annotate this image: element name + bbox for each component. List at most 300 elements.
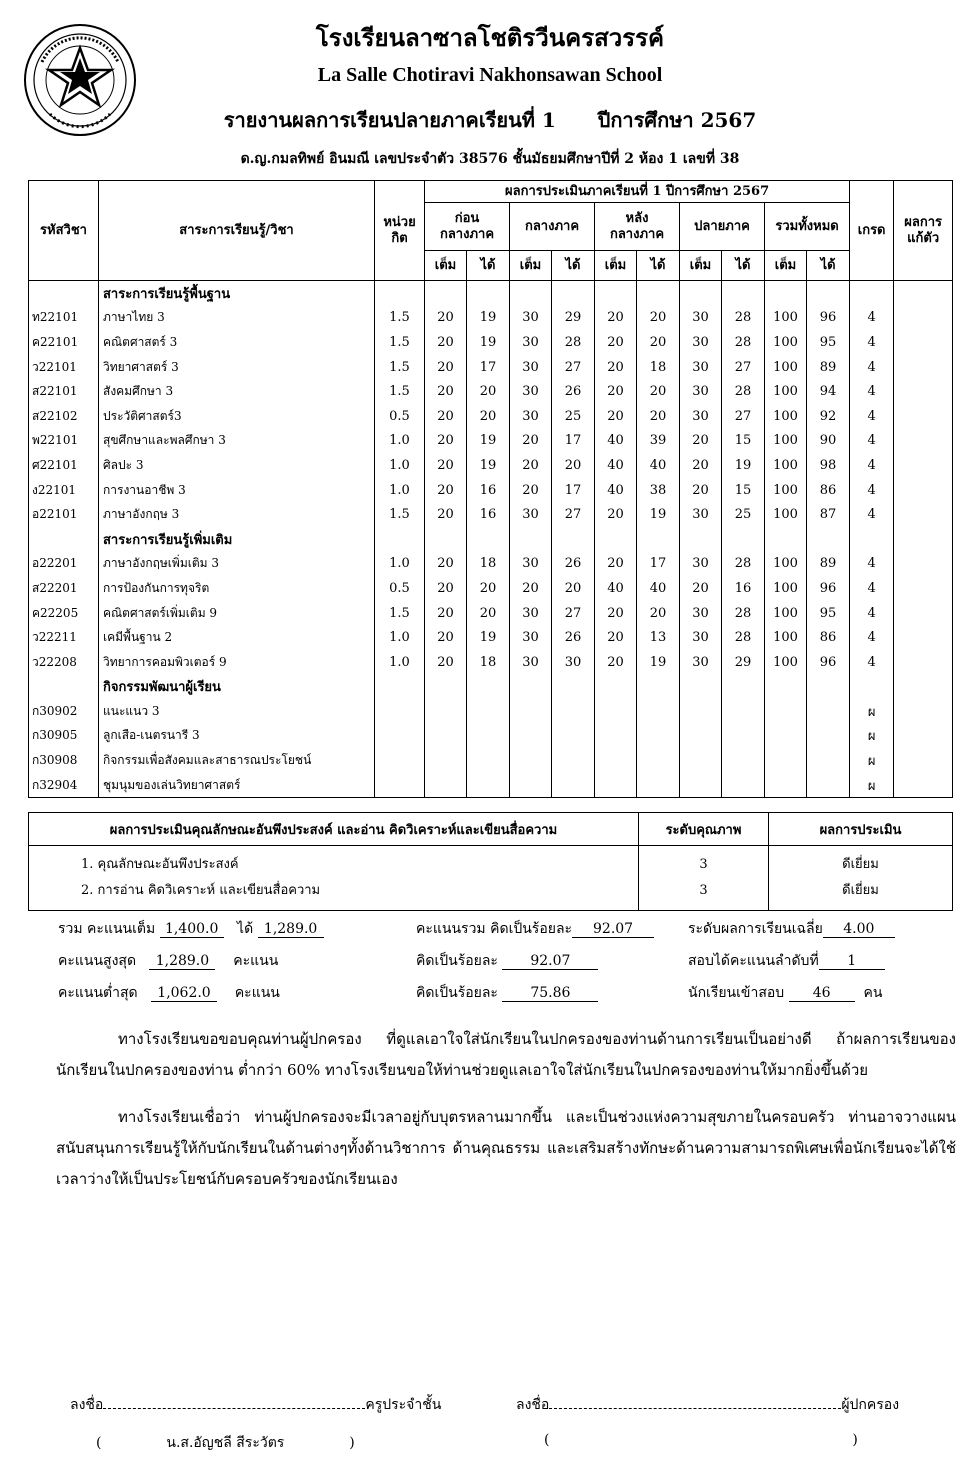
summary-total-got: 1,289.0	[258, 921, 324, 938]
total-got-cell: 92	[807, 404, 850, 429]
after-mid-full-cell	[595, 748, 637, 773]
total-got-cell: 87	[807, 502, 850, 527]
total-full-cell: 100	[765, 306, 807, 331]
after-mid-got-cell	[637, 724, 680, 749]
before-mid-full-cell: 20	[425, 552, 467, 577]
before-mid-full-cell: 20	[425, 502, 467, 527]
remedial-cell	[894, 330, 953, 355]
after-mid-got-cell	[637, 699, 680, 724]
total-got-cell	[807, 699, 850, 724]
summary-min-label: คะแนนต่ำสุด	[58, 985, 138, 1001]
mid-got-cell	[552, 748, 595, 773]
before-mid-got-cell: 19	[467, 306, 510, 331]
subject-name: วิทยาศาสตร์ 3	[99, 355, 375, 380]
table-row	[29, 576, 953, 601]
header-full: เต็ม	[765, 251, 807, 281]
section-title: สาระการเรียนรู้เพิ่มเติม	[99, 527, 375, 552]
remedial-cell	[894, 773, 953, 798]
empty-cell	[595, 281, 637, 306]
header-grade: เกรด	[850, 181, 894, 281]
before-mid-got-cell	[467, 724, 510, 749]
mid-full-cell: 30	[510, 404, 552, 429]
total-got-cell	[807, 724, 850, 749]
before-mid-full-cell: 20	[425, 478, 467, 503]
remedial-cell	[894, 306, 953, 331]
remedial-cell	[894, 478, 953, 503]
before-mid-full-cell: 20	[425, 404, 467, 429]
final-full-cell: 30	[680, 404, 722, 429]
header-total: รวมทั้งหมด	[765, 203, 850, 251]
quality-result-1: ดีเยี่ยม	[842, 857, 879, 872]
total-full-cell: 100	[765, 576, 807, 601]
grade-cell: 4	[850, 601, 894, 626]
summary-max-label: คะแนนสูงสุด	[58, 953, 137, 969]
final-full-cell	[680, 724, 722, 749]
mid-got-cell: 20	[552, 453, 595, 478]
header-full: เต็ม	[680, 251, 722, 281]
empty-cell	[894, 675, 953, 700]
remedial-cell	[894, 601, 953, 626]
remedial-cell	[894, 552, 953, 577]
summary-rank	[688, 950, 885, 972]
subject-name: ชุมนุมของเล่นวิทยาศาสตร์	[99, 773, 375, 798]
subject-code: ง22101	[29, 478, 99, 503]
subject-code: ก30902	[29, 699, 99, 724]
empty-cell	[375, 527, 425, 552]
before-mid-got-cell	[467, 699, 510, 724]
summary-pct-label: คิดเป็นร้อยละ	[416, 985, 498, 1001]
grade-cell: 4	[850, 379, 894, 404]
after-mid-full-cell: 20	[595, 379, 637, 404]
header-full: เต็ม	[510, 251, 552, 281]
report-title	[0, 104, 980, 136]
table-row	[29, 478, 953, 503]
mid-got-cell: 25	[552, 404, 595, 429]
empty-cell	[637, 675, 680, 700]
mid-full-cell: 20	[510, 453, 552, 478]
total-full-cell: 100	[765, 552, 807, 577]
total-full-cell: 100	[765, 404, 807, 429]
final-got-cell	[722, 748, 765, 773]
empty-cell	[807, 527, 850, 552]
mid-full-cell: 30	[510, 552, 552, 577]
subject-code: ส22101	[29, 379, 99, 404]
mid-got-cell	[552, 699, 595, 724]
paragraph-holiday: ทางโรงเรียนเชื่อว่า ท่านผู้ปกครองจะมีเวลาอยู่กับบุตรหลานมากขึ้น และเป็นช่วงแห่งความสุขภายในครอบครัว ท่านอาจวางแผนสนับสนุนการเรียนรู้ให้กับนักเรียนในด้านต่างๆทั้งด้านวิชาการ ด้านคุณธรรม และเสริมสร้างทักษะด้านความสามารถพิเศษเพื่อนักเรียนจะได้ใช้เวลาว่างให้เป็นประโยชน์กับครอบครัวของนักเรียนเอง	[56, 1108, 956, 1188]
empty-cell	[375, 675, 425, 700]
quality-result-2: ดีเยี่ยม	[842, 883, 879, 898]
before-mid-got-cell: 18	[467, 650, 510, 675]
final-got-cell: 15	[722, 478, 765, 503]
total-got-cell: 96	[807, 306, 850, 331]
total-got-cell	[807, 748, 850, 773]
header-assessment: ผลการประเมินภาคเรียนที่ 1 ปีการศึกษา 2567	[425, 181, 850, 203]
before-mid-full-cell	[425, 724, 467, 749]
mid-got-cell: 26	[552, 379, 595, 404]
sign-label: ลงชื่อ	[516, 1397, 550, 1413]
final-got-cell: 27	[722, 355, 765, 380]
credit-cell: 0.5	[375, 576, 425, 601]
summary-total-label: รวม คะแนนเต็ม	[58, 921, 156, 937]
empty-cell	[850, 527, 894, 552]
empty-cell	[680, 675, 722, 700]
summary-pct-min	[416, 982, 598, 1004]
after-mid-got-cell: 18	[637, 355, 680, 380]
remedial-cell	[894, 625, 953, 650]
remedial-cell	[894, 724, 953, 749]
summary-students-value: 46	[789, 985, 855, 1002]
after-mid-got-cell: 38	[637, 478, 680, 503]
final-full-cell: 30	[680, 355, 722, 380]
remedial-cell	[894, 699, 953, 724]
subject-name: สังคมศึกษา 3	[99, 379, 375, 404]
subject-name: วิทยาการคอมพิวเตอร์ 9	[99, 650, 375, 675]
grade-cell: 4	[850, 552, 894, 577]
summary-students-label: นักเรียนเข้าสอบ	[688, 985, 785, 1001]
final-full-cell: 30	[680, 379, 722, 404]
total-full-cell	[765, 773, 807, 798]
total-full-cell: 100	[765, 478, 807, 503]
table-row	[29, 429, 953, 454]
table-row	[29, 601, 953, 626]
after-mid-full-cell: 20	[595, 404, 637, 429]
paren-open: (	[544, 1432, 550, 1448]
summary-students	[688, 982, 882, 1004]
total-full-cell: 100	[765, 625, 807, 650]
before-mid-full-cell: 20	[425, 601, 467, 626]
paragraph-thanks: ทางโรงเรียนขอขอบคุณท่านผู้ปกครอง ที่ดูแลเอาใจใส่นักเรียนในปกครองของท่านด้านการเรียนเป็นอย่างดี ถ้าผลการเรียนของนักเรียนในปกครองของท่าน ต่ำกว่า 60% ทางโรงเรียนขอให้ท่านช่วยดูแลเอาใจใส่นักเรียนในปกครองของท่านให้มากยิ่งขึ้นด้วย	[56, 1030, 956, 1079]
summary-pct-total-label: คะแนนรวม คิดเป็นร้อยละ	[416, 921, 573, 937]
sign-label: ลงชื่อ	[70, 1397, 104, 1413]
empty-cell	[425, 281, 467, 306]
header-got: ได้	[467, 251, 510, 281]
summary-min	[58, 982, 280, 1004]
empty-cell	[850, 675, 894, 700]
before-mid-full-cell: 20	[425, 330, 467, 355]
after-mid-full-cell: 20	[595, 355, 637, 380]
student-info: ด.ญ.กมลทิพย์ อินมณี เลขประจำตัว 38576 ชั้นมัธยมศึกษาปีที่ 2 ห้อง 1 เลขที่ 38	[240, 151, 740, 167]
subject-name: สุขศึกษาและพลศึกษา 3	[99, 429, 375, 454]
quality-levels	[639, 846, 769, 911]
grade-cell: ผ	[850, 699, 894, 724]
empty-cell	[765, 281, 807, 306]
paren-close: )	[349, 1435, 355, 1451]
total-full-cell: 100	[765, 379, 807, 404]
before-mid-got-cell	[467, 773, 510, 798]
credit-cell: 1.5	[375, 502, 425, 527]
final-full-cell: 30	[680, 650, 722, 675]
credit-cell	[375, 724, 425, 749]
summary-pct-max	[416, 950, 598, 972]
quality-header-result: ผลการประเมิน	[769, 813, 953, 846]
header-got: ได้	[637, 251, 680, 281]
credit-cell: 1.5	[375, 306, 425, 331]
mid-got-cell	[552, 773, 595, 798]
paren-close: )	[852, 1432, 858, 1448]
summary-unit: คะแนน	[233, 953, 279, 969]
summary-rank-label: สอบได้คะแนนลำดับที่	[688, 953, 819, 969]
before-mid-full-cell: 20	[425, 576, 467, 601]
final-got-cell: 27	[722, 404, 765, 429]
after-mid-got-cell: 19	[637, 650, 680, 675]
subject-name: ลูกเสือ-เนตรนารี 3	[99, 724, 375, 749]
grade-cell: 4	[850, 306, 894, 331]
section-code-cell	[29, 281, 99, 306]
total-got-cell: 90	[807, 429, 850, 454]
subject-code: ส22102	[29, 404, 99, 429]
before-mid-got-cell: 20	[467, 404, 510, 429]
subject-code: ว22101	[29, 355, 99, 380]
before-mid-got-cell: 20	[467, 601, 510, 626]
header-got: ได้	[807, 251, 850, 281]
before-mid-full-cell	[425, 748, 467, 773]
credit-cell	[375, 699, 425, 724]
credit-cell	[375, 773, 425, 798]
table-row	[29, 650, 953, 675]
remedial-cell	[894, 453, 953, 478]
empty-cell	[510, 675, 552, 700]
empty-cell	[552, 675, 595, 700]
after-mid-got-cell: 40	[637, 453, 680, 478]
after-mid-got-cell: 20	[637, 379, 680, 404]
mid-full-cell: 30	[510, 625, 552, 650]
summary-got-label: ได้	[237, 921, 254, 937]
summary-max	[58, 950, 278, 972]
credit-cell: 1.5	[375, 601, 425, 626]
empty-cell	[467, 675, 510, 700]
total-full-cell: 100	[765, 601, 807, 626]
before-mid-got-cell: 18	[467, 552, 510, 577]
after-mid-got-cell: 40	[637, 576, 680, 601]
table-row	[29, 773, 953, 798]
after-mid-full-cell	[595, 699, 637, 724]
header-before-mid: ก่อน กลางภาค	[425, 203, 510, 251]
after-mid-full-cell: 20	[595, 306, 637, 331]
grade-cell: ผ	[850, 773, 894, 798]
total-full-cell: 100	[765, 355, 807, 380]
quality-results	[769, 846, 953, 911]
subject-name: คณิตศาสตร์เพิ่มเติม 9	[99, 601, 375, 626]
remedial-cell	[894, 748, 953, 773]
before-mid-full-cell: 20	[425, 650, 467, 675]
header-subject: สาระการเรียนรู้/วิชา	[99, 181, 375, 281]
section-title: กิจกรรมพัฒนาผู้เรียน	[99, 675, 375, 700]
table-row	[29, 625, 953, 650]
total-got-cell: 86	[807, 625, 850, 650]
mid-got-cell: 17	[552, 429, 595, 454]
table-row	[29, 502, 953, 527]
empty-cell	[807, 281, 850, 306]
before-mid-got-cell: 16	[467, 502, 510, 527]
credit-cell	[375, 748, 425, 773]
credit-cell: 1.5	[375, 330, 425, 355]
before-mid-full-cell	[425, 699, 467, 724]
before-mid-full-cell: 20	[425, 453, 467, 478]
summary-gpa-label: ระดับผลการเรียนเฉลี่ย	[688, 921, 823, 937]
quality-items	[29, 846, 639, 911]
final-full-cell: 20	[680, 576, 722, 601]
final-got-cell: 28	[722, 306, 765, 331]
grade-cell: 4	[850, 576, 894, 601]
after-mid-full-cell: 40	[595, 429, 637, 454]
after-mid-full-cell: 20	[595, 601, 637, 626]
mid-got-cell: 28	[552, 330, 595, 355]
section-row	[29, 527, 953, 552]
grade-cell: 4	[850, 404, 894, 429]
final-full-cell: 30	[680, 330, 722, 355]
summary-total-full: 1,400.0	[160, 921, 224, 938]
quality-level-1: 3	[699, 857, 708, 872]
credit-cell: 1.5	[375, 379, 425, 404]
subject-code: อ22201	[29, 552, 99, 577]
grade-cell: ผ	[850, 748, 894, 773]
mid-full-cell: 30	[510, 601, 552, 626]
header-full: เต็ม	[595, 251, 637, 281]
teacher-name: น.ส.อัญชลี สีระวัตร	[166, 1435, 285, 1451]
grade-cell: 4	[850, 330, 894, 355]
empty-cell	[680, 281, 722, 306]
before-mid-got-cell: 19	[467, 429, 510, 454]
empty-cell	[510, 527, 552, 552]
table-row	[29, 699, 953, 724]
quality-level-2: 3	[699, 883, 708, 898]
after-mid-got-cell: 20	[637, 330, 680, 355]
subject-code: ก30905	[29, 724, 99, 749]
header-full: เต็ม	[425, 251, 467, 281]
final-got-cell: 15	[722, 429, 765, 454]
total-full-cell: 100	[765, 453, 807, 478]
summary-pct-label: คิดเป็นร้อยละ	[416, 953, 498, 969]
subject-code: ศ22101	[29, 453, 99, 478]
remedial-cell	[894, 404, 953, 429]
after-mid-full-cell: 20	[595, 330, 637, 355]
section-code-cell	[29, 675, 99, 700]
empty-cell	[894, 527, 953, 552]
summary-pct-max-value: 92.07	[502, 953, 598, 970]
parent-signature-line	[516, 1394, 899, 1416]
after-mid-full-cell: 20	[595, 650, 637, 675]
summary-gpa	[688, 918, 895, 940]
before-mid-got-cell: 20	[467, 379, 510, 404]
grades-table	[28, 180, 953, 798]
empty-cell	[552, 527, 595, 552]
credit-cell: 1.0	[375, 429, 425, 454]
empty-cell	[807, 675, 850, 700]
subject-name: การป้องกันการทุจริต	[99, 576, 375, 601]
empty-cell	[425, 527, 467, 552]
final-full-cell: 30	[680, 625, 722, 650]
table-row	[29, 724, 953, 749]
empty-cell	[552, 281, 595, 306]
before-mid-full-cell: 20	[425, 306, 467, 331]
total-got-cell: 96	[807, 650, 850, 675]
empty-cell	[595, 527, 637, 552]
before-mid-full-cell	[425, 773, 467, 798]
after-mid-full-cell	[595, 773, 637, 798]
after-mid-full-cell: 40	[595, 576, 637, 601]
final-got-cell: 28	[722, 552, 765, 577]
grades-body	[29, 281, 953, 798]
final-full-cell: 30	[680, 552, 722, 577]
final-full-cell	[680, 748, 722, 773]
mid-full-cell: 30	[510, 306, 552, 331]
remedial-cell	[894, 502, 953, 527]
empty-cell	[375, 281, 425, 306]
subject-code: ก32904	[29, 773, 99, 798]
subject-name: ภาษาไทย 3	[99, 306, 375, 331]
after-mid-got-cell: 20	[637, 306, 680, 331]
total-got-cell: 98	[807, 453, 850, 478]
header-remedial: ผลการ แก้ตัว	[894, 181, 953, 281]
summary-min-value: 1,062.0	[151, 985, 217, 1002]
mid-full-cell: 30	[510, 330, 552, 355]
credit-cell: 0.5	[375, 404, 425, 429]
before-mid-got-cell: 19	[467, 453, 510, 478]
final-full-cell	[680, 699, 722, 724]
before-mid-got-cell: 20	[467, 576, 510, 601]
total-got-cell: 89	[807, 552, 850, 577]
report-year: ปีการศึกษา 2567	[597, 108, 757, 132]
section-row	[29, 675, 953, 700]
parent-role: ผู้ปกครอง	[841, 1397, 900, 1413]
summary-students-unit: คน	[863, 985, 883, 1001]
empty-cell	[722, 527, 765, 552]
final-got-cell: 19	[722, 453, 765, 478]
mid-got-cell: 27	[552, 355, 595, 380]
after-mid-got-cell: 20	[637, 601, 680, 626]
final-full-cell: 20	[680, 478, 722, 503]
after-mid-full-cell: 20	[595, 502, 637, 527]
subject-name: การงานอาชีพ 3	[99, 478, 375, 503]
final-got-cell: 29	[722, 650, 765, 675]
teacher-name-line	[96, 1432, 355, 1454]
total-full-cell	[765, 748, 807, 773]
empty-cell	[894, 281, 953, 306]
total-full-cell: 100	[765, 429, 807, 454]
grade-cell: 4	[850, 478, 894, 503]
after-mid-got-cell: 13	[637, 625, 680, 650]
before-mid-full-cell: 20	[425, 429, 467, 454]
parent-name-line	[544, 1432, 858, 1448]
header-code: รหัสวิชา	[29, 181, 99, 281]
empty-cell	[467, 281, 510, 306]
subject-code: ส22201	[29, 576, 99, 601]
table-row	[29, 453, 953, 478]
before-mid-got-cell: 19	[467, 330, 510, 355]
subject-name: เคมีพื้นฐาน 2	[99, 625, 375, 650]
total-full-cell: 100	[765, 330, 807, 355]
subject-code: ว22208	[29, 650, 99, 675]
remedial-cell	[894, 429, 953, 454]
after-mid-full-cell: 40	[595, 478, 637, 503]
quality-header-level: ระดับคุณภาพ	[639, 813, 769, 846]
grade-cell: 4	[850, 453, 894, 478]
total-full-cell	[765, 699, 807, 724]
final-got-cell: 28	[722, 625, 765, 650]
final-got-cell: 28	[722, 379, 765, 404]
section-code-cell	[29, 527, 99, 552]
header-got: ได้	[552, 251, 595, 281]
final-got-cell: 28	[722, 601, 765, 626]
report-term: รายงานผลการเรียนปลายภาคเรียนที่ 1	[223, 108, 556, 132]
final-got-cell	[722, 724, 765, 749]
final-full-cell: 20	[680, 453, 722, 478]
mid-full-cell	[510, 773, 552, 798]
header-got: ได้	[722, 251, 765, 281]
mid-got-cell: 27	[552, 502, 595, 527]
empty-cell	[467, 527, 510, 552]
after-mid-got-cell: 19	[637, 502, 680, 527]
